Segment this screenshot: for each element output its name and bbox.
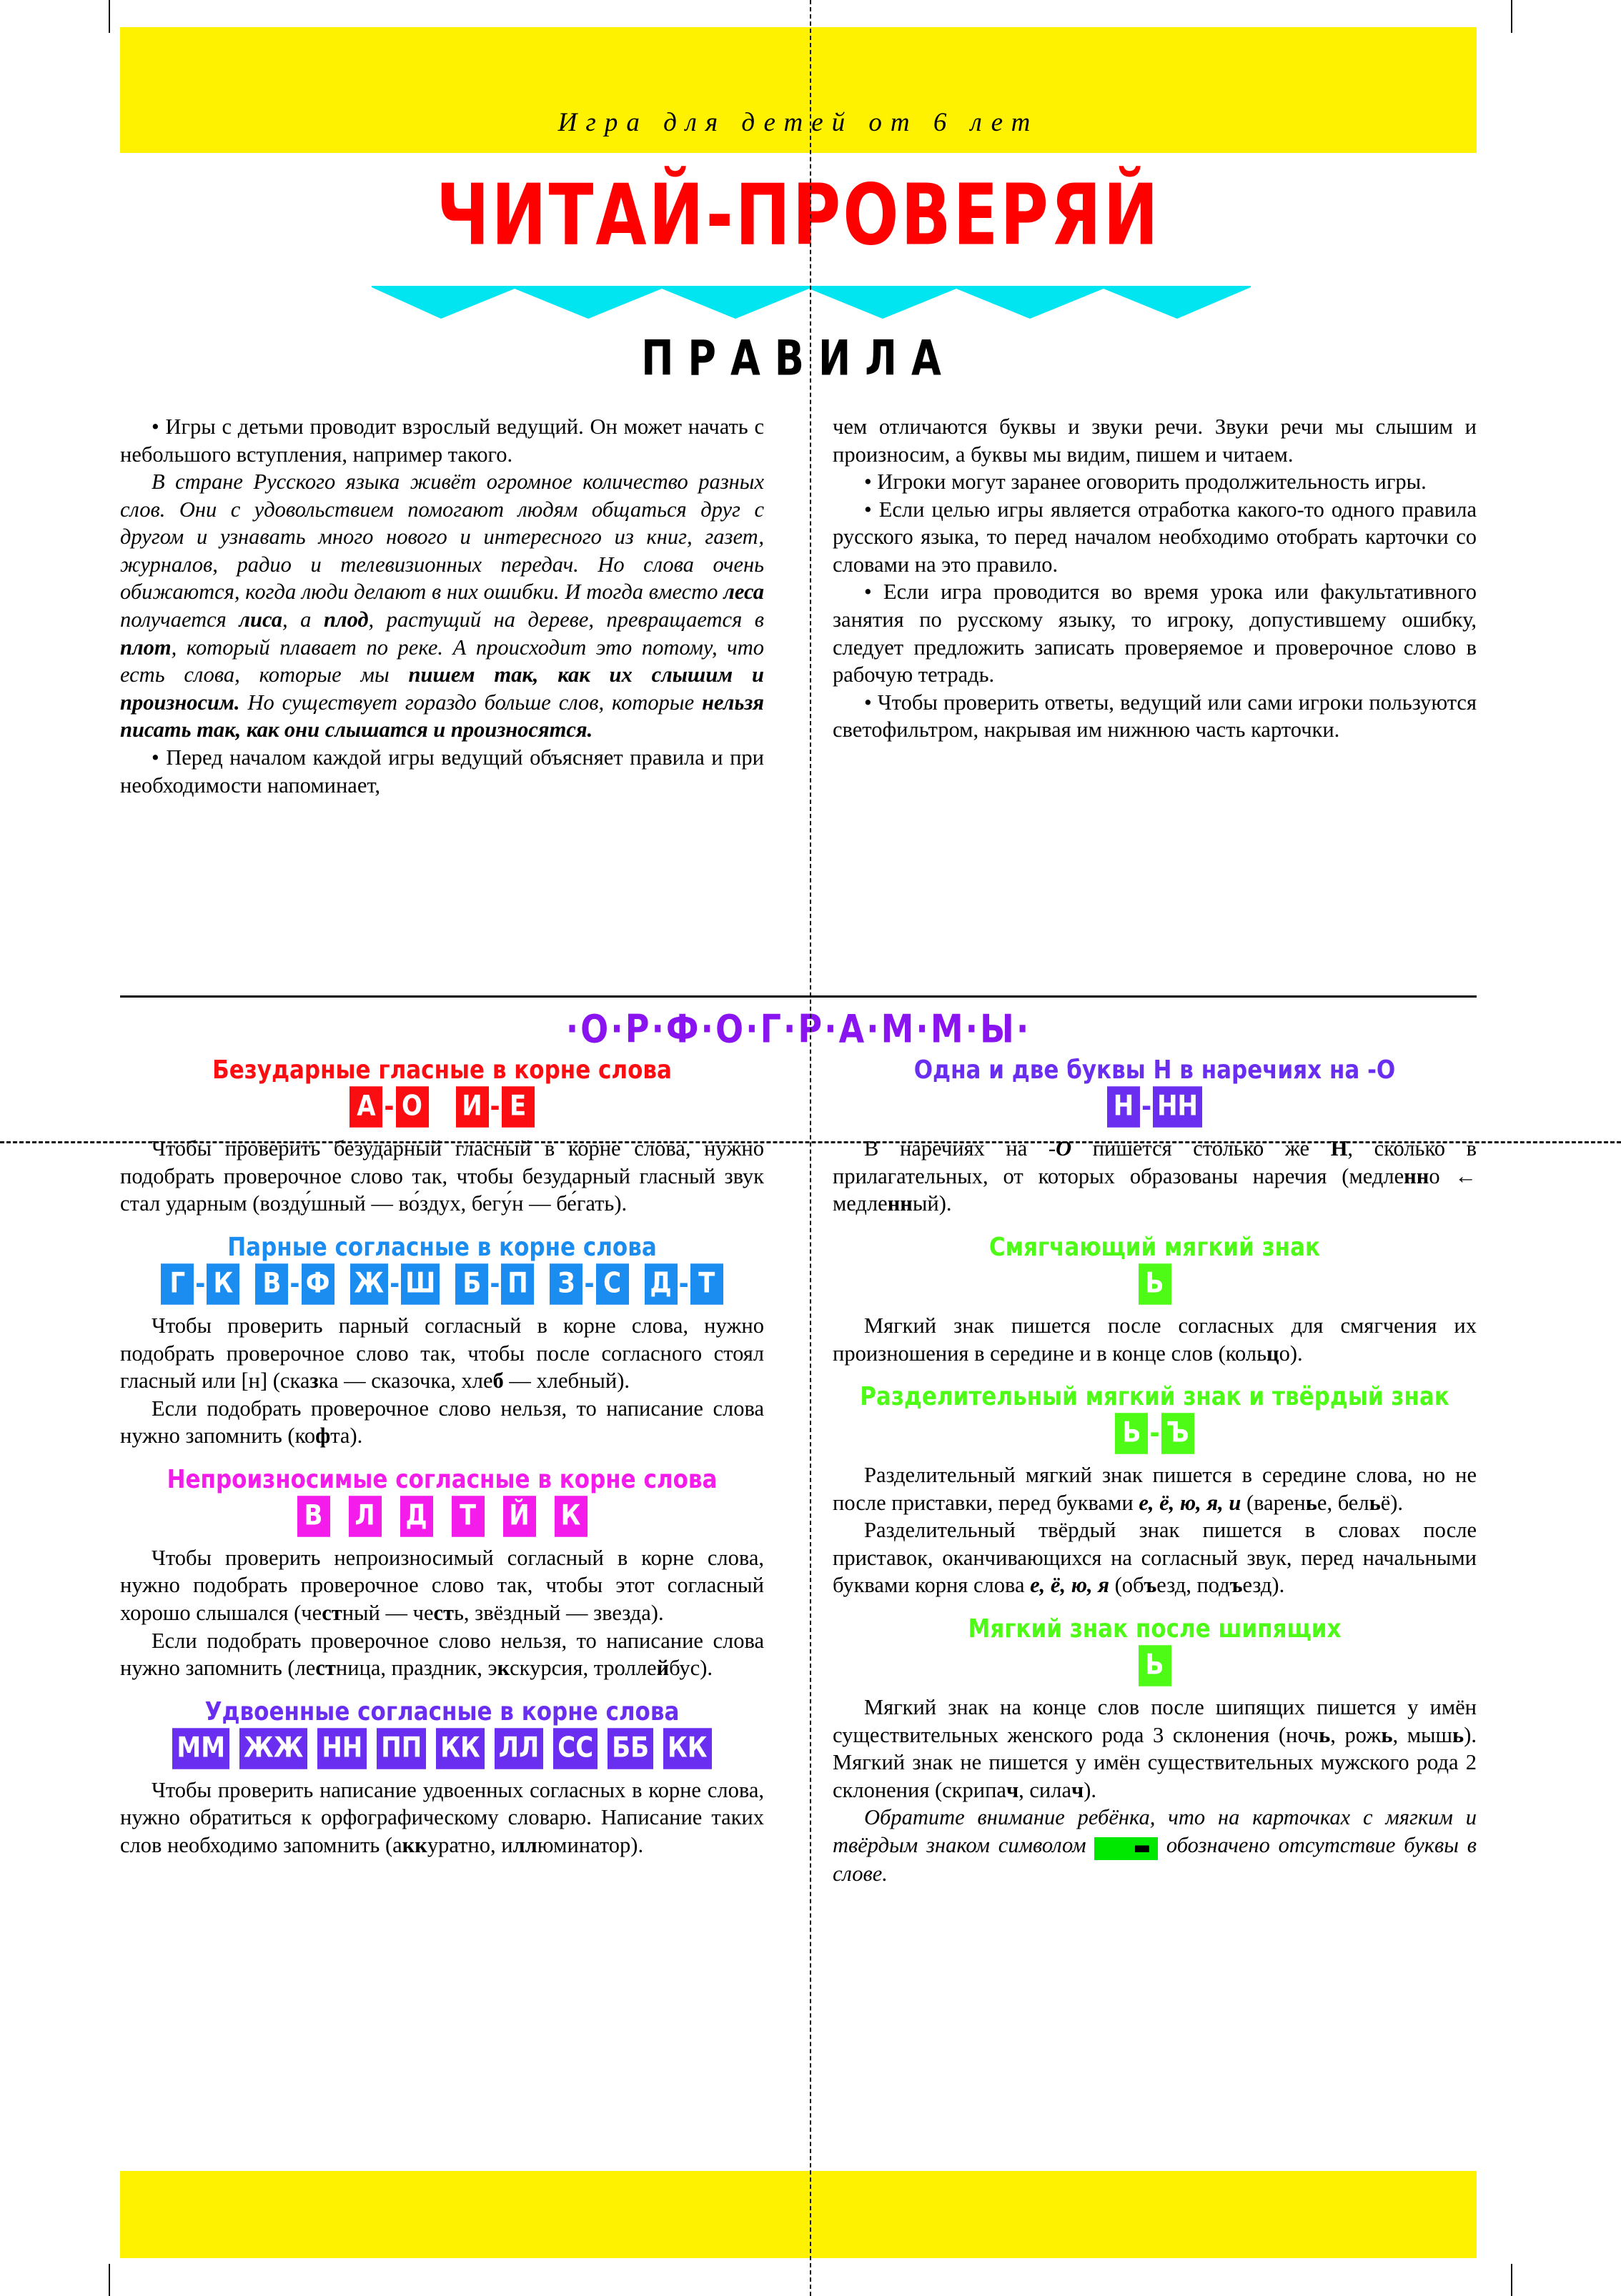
- section-divider-rule: [120, 995, 1477, 998]
- section-title: Смягчающий мягкий знак: [988, 1232, 1321, 1262]
- intro-paragraph: • Перед началом каждой игры ведущий объясняет правила и при необходимости напоминает,: [120, 745, 764, 797]
- letter-tile-row: Н - НН: [833, 1089, 1477, 1125]
- letter-tile: ПП: [377, 1728, 426, 1769]
- letter-tile: К: [207, 1263, 239, 1305]
- letter-tile: К: [555, 1496, 588, 1537]
- letter-tile: Ь: [1139, 1263, 1171, 1305]
- orfogrammy-heading: ·О·Р·Ф·О·Г·Р·А·М·М·Ы·: [565, 1006, 1031, 1052]
- crop-mark-top-right: [1511, 0, 1512, 33]
- intro-column-right: [833, 413, 1477, 799]
- letter-tile: Ъ: [1161, 1413, 1194, 1454]
- letter-tile: ЖЖ: [239, 1728, 307, 1769]
- intro-paragraph: • Игроки могут заранее оговорить продолжительность игры.: [864, 469, 1427, 495]
- section-paragraph: В наречиях на -О пишется столько же Н, сколько в прилагательных, от которых образованы наречия (медленно ← медленный).: [833, 1136, 1477, 1216]
- letter-tile-row: Г - К В - Ф Ж - Ш Б - П З - С Д - Т: [120, 1266, 764, 1302]
- crop-mark-bottom-right: [1511, 2264, 1512, 2296]
- letter-tile-row: [120, 1731, 764, 1766]
- letter-tile: Л: [349, 1496, 382, 1537]
- letter-tile: Б: [455, 1263, 488, 1305]
- letter-tile: Ь: [1139, 1645, 1171, 1686]
- orthogram-section: [120, 1233, 764, 1450]
- section-paragraph: Мягкий знак на конце слов после шипящих пишется у имён существительных женского рода 3 склонения (ночь, рожь, мышь). Мягкий знак не пишется у имён существительных мужского рода 2 склонения (скрипач, силач).: [833, 1695, 1477, 1802]
- letter-tile: Й: [503, 1496, 536, 1537]
- section-paragraph: Разделительный мягкий знак пишется в середине слова, но не после приставки, перед буквами е, ё, ю, я, и (варенье, бельё).: [833, 1463, 1477, 1515]
- letter-tile-row: [120, 1499, 764, 1534]
- orthogram-column-left: [120, 1056, 764, 1888]
- section-paragraph: Разделительный твёрдый знак пишется в словах после приставок, оканчивающихся на согласный звук, перед начальными буквами корня слова е, ё, ю, я (объезд, подъезд).: [833, 1518, 1477, 1598]
- letter-tile: ЛЛ: [495, 1728, 543, 1769]
- letter-tile: Н: [1107, 1086, 1140, 1128]
- crop-mark-top-left: [109, 0, 110, 33]
- section-paragraph: Чтобы проверить непроизносимый согласный в корне слова, нужно подобрать проверочное слово так, чтобы этот согласный хорошо слышался (честный — честь, звёздный — звезда).: [120, 1545, 764, 1626]
- letter-tile-row: [833, 1648, 1477, 1684]
- section-title: Разделительный мягкий знак и твёрдый знак: [860, 1381, 1449, 1411]
- bottom-yellow-banner: [120, 2171, 1477, 2258]
- letter-tile: ББ: [608, 1728, 653, 1769]
- letter-tile-row: Ь - Ъ: [833, 1416, 1477, 1451]
- section-paragraph: Чтобы проверить парный согласный в корне слова, нужно подобрать проверочное слово так, чтобы после согласного стоял гласный или [н] (сказка — сказочка, хлеб — хлебный).: [120, 1313, 764, 1393]
- kicker-text: Игра для детей от 6 лет: [557, 108, 1039, 137]
- letter-tile: Д: [400, 1496, 433, 1537]
- letter-tile: Д: [645, 1263, 678, 1305]
- intro-paragraph: чем отличаются буквы и звуки речи. Звуки речи мы слышим и произносим, а буквы мы видим, пишем и читаем.: [833, 414, 1477, 467]
- intro-columns: [120, 413, 1477, 799]
- orthogram-section: [833, 1383, 1477, 1599]
- letter-tile: НН: [1153, 1086, 1202, 1128]
- zigzag-divider-icon: [372, 286, 1251, 319]
- letter-tile: Ш: [401, 1263, 440, 1305]
- section-paragraph: Если подобрать проверочное слово нельзя, то написание слова нужно запомнить (лестница, праздник, экскурсия, троллейбус).: [120, 1628, 764, 1681]
- orthogram-section: [833, 1615, 1477, 1888]
- letter-tile: А: [350, 1086, 382, 1128]
- rules-heading: ПРАВИЛА: [641, 330, 956, 387]
- letter-tile: П: [501, 1263, 534, 1305]
- letter-tile: Т: [452, 1496, 485, 1537]
- letter-tile: Ж: [350, 1263, 389, 1305]
- letter-tile: Ь: [1115, 1413, 1148, 1454]
- intro-story-paragraph: В стране Русского языка живёт огромное количество разных слов. Они с удовольствием помогают людям общаться друг с другом и узнавать много нового и интересного из книг, газет, журналов, радио и телевизионных передач. Но слова очень обижаются, когда люди делают в них ошибки. И тогда вместо леса получается лиса, а плод, растущий на дереве, превращается в плот, который плавает по реке. А происходит это потому, что есть слова, которые мы пишем так, как их слышим и произносим. Но существует гораздо больше слов, которые нельзя писать так, как они слышатся и произносятся.: [120, 469, 765, 742]
- orthogram-section: [120, 1056, 764, 1218]
- letter-tile: Ф: [302, 1263, 334, 1305]
- letter-tile: О: [396, 1086, 429, 1128]
- intro-column-left: [120, 413, 764, 799]
- letter-tile: КК: [436, 1728, 485, 1769]
- section-title: Безударные гласные в корне слова: [212, 1055, 672, 1085]
- section-title: Парные согласные в корне слова: [227, 1232, 657, 1262]
- section-title: Одна и две буквы Н в наречиях на -О: [913, 1055, 1396, 1085]
- letter-tile: И: [456, 1086, 489, 1128]
- letter-tile: Т: [690, 1263, 723, 1305]
- intro-paragraph: • Игры с детьми проводит взрослый ведущий. Он может начать с небольшого вступления, например такого.: [120, 414, 764, 467]
- section-title: Непроизносимые согласные в корне слова: [167, 1464, 718, 1494]
- letter-tile: З: [550, 1263, 583, 1305]
- orthogram-columns: [120, 1056, 1477, 1888]
- section-note: Обратите внимание ребёнка, что на карточках с мягким и твёрдым знаком символом ▬ обозначено отсутствие буквы в слове.: [833, 1805, 1477, 1887]
- intro-paragraph: • Если игра проводится во время урока или факультативного занятия по русскому языку, то игроку, допустившему ошибку, следует предложить записать проверяемое и проверочное слово в рабочую тетрадь.: [833, 580, 1477, 687]
- letter-tile-row: [833, 1266, 1477, 1302]
- page-title: ЧИТАЙ-ПРОВЕРЯЙ: [436, 166, 1161, 264]
- absent-letter-symbol-icon: ▬: [1094, 1837, 1158, 1860]
- letter-tile-row: А - О И - Е: [120, 1089, 764, 1125]
- section-paragraph: Если подобрать проверочное слово нельзя, то написание слова нужно запомнить (кофта).: [120, 1396, 764, 1448]
- letter-tile: СС: [553, 1728, 598, 1769]
- orthogram-section: [833, 1056, 1477, 1218]
- section-paragraph: Чтобы проверить написание удвоенных согласных в корне слова, нужно обратиться к орфографическому словарю. Написание таких слов необходимо запомнить (аккуратно, иллюминатор).: [120, 1777, 764, 1858]
- section-paragraph: Мягкий знак пишется после согласных для смягчения их произношения в середине и в конце слов (кольцо).: [833, 1313, 1477, 1366]
- section-title: Мягкий знак после шипящих: [968, 1614, 1342, 1644]
- crop-mark-bottom-left: [109, 2264, 110, 2296]
- intro-paragraph: • Если целью игры является отработка какого-то одного правила русского языка, то перед началом необходимо отобрать карточки со словами на это правило.: [833, 497, 1477, 577]
- orthogram-section: [120, 1698, 764, 1859]
- letter-tile: ММ: [172, 1728, 229, 1769]
- letter-tile: НН: [317, 1728, 367, 1769]
- letter-tile: В: [255, 1263, 288, 1305]
- letter-tile: КК: [663, 1728, 712, 1769]
- vertical-fold-line: [810, 0, 811, 2296]
- orthogram-column-right: [833, 1056, 1477, 1888]
- orthogram-section: [833, 1233, 1477, 1367]
- letter-tile: С: [596, 1263, 629, 1305]
- section-paragraph: Чтобы проверить безударный гласный в корне слова, нужно подобрать проверочное слово так, чтобы безударный гласный звук стал ударным (возду́шный — во́здух, бегу́н — бе́гать).: [120, 1136, 764, 1216]
- letter-tile: Г: [161, 1263, 194, 1305]
- intro-paragraph: • Чтобы проверить ответы, ведущий или сами игроки пользуются светофильтром, накрывая им нижнюю часть карточки.: [833, 690, 1477, 742]
- letter-tile: Е: [502, 1086, 535, 1128]
- orthogram-section: [120, 1466, 764, 1682]
- letter-tile: В: [297, 1496, 330, 1537]
- section-title: Удвоенные согласные в корне слова: [204, 1696, 680, 1726]
